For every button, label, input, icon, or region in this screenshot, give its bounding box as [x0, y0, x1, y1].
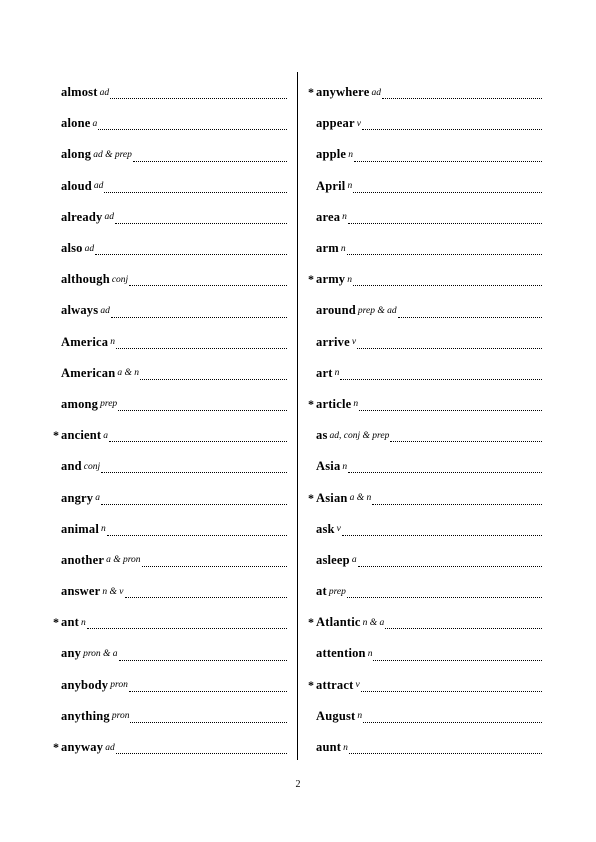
headword: Asian	[316, 490, 348, 505]
headword: anywhere	[316, 85, 370, 100]
list-item	[53, 732, 287, 763]
part-of-speech: n	[110, 337, 115, 348]
headword: alone	[61, 116, 91, 131]
dotted-leader	[354, 160, 542, 162]
list-item	[53, 420, 287, 451]
list-item	[53, 576, 287, 607]
dotted-leader	[353, 284, 542, 286]
list-item	[308, 264, 542, 295]
list-item	[308, 389, 542, 420]
part-of-speech: n & a	[362, 617, 385, 628]
part-of-speech: ad	[105, 742, 115, 753]
part-of-speech: n	[342, 461, 348, 472]
part-of-speech: pron	[111, 711, 130, 722]
list-item	[308, 420, 542, 451]
headword: appear	[316, 116, 355, 131]
part-of-speech: n	[342, 212, 347, 223]
part-of-speech: ad	[100, 305, 110, 316]
dotted-leader	[373, 659, 542, 661]
list-item	[308, 139, 542, 170]
headword: aloud	[61, 178, 92, 193]
part-of-speech: v	[336, 524, 341, 535]
part-of-speech: ad	[104, 212, 114, 223]
left-word-column	[53, 77, 287, 763]
headword: American	[61, 365, 116, 380]
list-item	[53, 514, 287, 545]
part-of-speech: pron	[110, 680, 128, 691]
headword: although	[61, 272, 110, 287]
headword: answer	[61, 584, 101, 599]
list-item	[308, 171, 542, 202]
dotted-leader	[101, 503, 287, 505]
starred-marker: *	[53, 740, 59, 755]
dotted-leader	[398, 316, 542, 318]
part-of-speech: a	[351, 555, 357, 566]
part-of-speech: ad	[99, 87, 110, 98]
dotted-leader	[129, 690, 287, 692]
dotted-leader	[98, 128, 287, 130]
headword: apple	[316, 147, 347, 162]
headword: ant	[61, 615, 79, 630]
headword: animal	[61, 521, 100, 536]
list-item	[53, 389, 287, 420]
list-item	[308, 607, 542, 638]
part-of-speech: ad	[84, 243, 95, 254]
dotted-leader	[101, 471, 287, 473]
part-of-speech: prep	[100, 399, 118, 410]
starred-marker: *	[53, 615, 59, 630]
column-divider	[297, 72, 298, 760]
part-of-speech: a	[103, 430, 109, 441]
dotted-leader	[111, 316, 287, 318]
part-of-speech: n	[101, 524, 106, 535]
list-item	[308, 701, 542, 732]
headword: April	[316, 178, 346, 193]
dotted-leader	[115, 222, 287, 224]
part-of-speech: n	[340, 243, 346, 254]
list-item	[53, 171, 287, 202]
dotted-leader	[361, 690, 542, 692]
headword: arrive	[316, 334, 350, 349]
dotted-leader	[390, 440, 542, 442]
part-of-speech: n	[347, 181, 353, 192]
list-item	[308, 451, 542, 482]
part-of-speech: n	[348, 149, 353, 160]
part-of-speech: a & n	[349, 493, 372, 504]
part-of-speech: ad	[371, 87, 381, 98]
list-item	[53, 233, 287, 264]
part-of-speech: n	[80, 617, 86, 628]
headword: also	[61, 241, 83, 256]
headword: any	[61, 646, 82, 661]
dotted-leader	[342, 534, 542, 536]
headword: aunt	[316, 740, 342, 755]
dotted-leader	[348, 471, 542, 473]
headword: America	[61, 334, 109, 349]
dotted-leader	[118, 409, 287, 411]
list-item	[53, 358, 287, 389]
list-item	[53, 482, 287, 513]
list-item	[308, 108, 542, 139]
part-of-speech: ad, conj & prep	[329, 430, 390, 441]
part-of-speech: prep & ad	[357, 305, 397, 316]
dotted-leader	[359, 409, 542, 411]
dotted-leader	[87, 627, 287, 629]
dotted-leader	[95, 253, 287, 255]
starred-marker: *	[308, 490, 314, 505]
dotted-leader	[130, 721, 287, 723]
headword: along	[61, 147, 92, 162]
headword: asleep	[316, 552, 350, 567]
list-item	[308, 514, 542, 545]
part-of-speech: n	[343, 742, 348, 753]
list-item	[308, 638, 542, 669]
part-of-speech: a & n	[117, 368, 139, 379]
list-item	[308, 545, 542, 576]
headword: another	[61, 552, 105, 567]
list-item	[308, 77, 542, 108]
headword: angry	[61, 490, 94, 505]
headword: art	[316, 365, 333, 380]
part-of-speech: n	[347, 274, 353, 285]
headword: Asia	[316, 459, 341, 474]
part-of-speech: n	[357, 711, 363, 722]
dotted-leader	[348, 222, 542, 224]
headword: area	[316, 209, 341, 224]
dotted-leader	[349, 752, 542, 754]
part-of-speech: n & v	[102, 586, 124, 597]
headword: arm	[316, 241, 339, 256]
dotted-leader	[347, 596, 542, 598]
list-item	[53, 108, 287, 139]
part-of-speech: n	[353, 399, 359, 410]
headword: Atlantic	[316, 615, 361, 630]
headword: army	[316, 272, 346, 287]
dotted-leader	[116, 752, 287, 754]
list-item	[308, 327, 542, 358]
part-of-speech: v	[351, 337, 357, 348]
part-of-speech: a	[92, 118, 98, 129]
dotted-leader	[372, 503, 542, 505]
dotted-leader	[358, 565, 542, 567]
starred-marker: *	[53, 428, 59, 443]
dotted-leader	[140, 378, 287, 380]
headword: around	[316, 303, 356, 318]
part-of-speech: n	[367, 648, 373, 659]
part-of-speech: ad	[93, 181, 104, 192]
headword: ancient	[61, 428, 102, 443]
headword: article	[316, 396, 352, 411]
right-word-column	[308, 77, 542, 763]
headword: anybody	[61, 677, 109, 692]
list-item	[308, 670, 542, 701]
starred-marker: *	[308, 615, 314, 630]
dotted-leader	[142, 565, 287, 567]
part-of-speech: conj	[83, 461, 101, 472]
list-item	[53, 327, 287, 358]
list-item	[308, 732, 542, 763]
dotted-leader	[133, 160, 287, 162]
starred-marker: *	[308, 396, 314, 411]
list-item	[53, 295, 287, 326]
list-item	[53, 638, 287, 669]
headword: ask	[316, 521, 335, 536]
part-of-speech: a	[95, 493, 100, 504]
headword: almost	[61, 85, 98, 100]
starred-marker: *	[308, 677, 314, 692]
dotted-leader	[129, 284, 287, 286]
part-of-speech: ad & prep	[93, 149, 132, 160]
headword: at	[316, 584, 327, 599]
dotted-leader	[353, 191, 542, 193]
dotted-leader	[362, 128, 542, 130]
dotted-leader	[104, 191, 287, 193]
list-item	[308, 482, 542, 513]
starred-marker: *	[308, 85, 314, 100]
list-item	[308, 295, 542, 326]
headword: anything	[61, 708, 110, 723]
dotted-leader	[385, 627, 542, 629]
headword: August	[316, 708, 356, 723]
part-of-speech: prep	[328, 586, 346, 597]
dotted-leader	[363, 721, 542, 723]
list-item	[308, 358, 542, 389]
headword: attract	[316, 677, 354, 692]
part-of-speech: a & pron	[106, 555, 141, 566]
headword: already	[61, 209, 103, 224]
list-item	[53, 670, 287, 701]
headword: as	[316, 428, 328, 443]
list-item	[53, 701, 287, 732]
dotted-leader	[382, 97, 542, 99]
headword: among	[61, 396, 99, 411]
dotted-leader	[116, 347, 287, 349]
list-item	[308, 576, 542, 607]
dotted-leader	[119, 659, 287, 661]
dotted-leader	[109, 440, 287, 442]
headword: always	[61, 303, 99, 318]
part-of-speech: pron & a	[83, 648, 118, 659]
part-of-speech: n	[334, 368, 340, 379]
dotted-leader	[340, 378, 542, 380]
dotted-leader	[357, 347, 542, 349]
list-item	[53, 607, 287, 638]
list-item	[53, 264, 287, 295]
part-of-speech: conj	[111, 274, 129, 285]
list-item	[53, 139, 287, 170]
list-item	[53, 451, 287, 482]
page-number: 2	[295, 779, 301, 790]
headword: anyway	[61, 740, 104, 755]
headword: and	[61, 459, 82, 474]
dotted-leader	[107, 534, 287, 536]
list-item	[53, 77, 287, 108]
starred-marker: *	[308, 272, 314, 287]
list-item	[53, 545, 287, 576]
list-item	[308, 202, 542, 233]
dotted-leader	[125, 596, 288, 598]
dotted-leader	[110, 97, 287, 99]
part-of-speech: v	[356, 118, 361, 129]
list-item	[53, 202, 287, 233]
headword: attention	[316, 646, 366, 661]
list-item	[308, 233, 542, 264]
dotted-leader	[347, 253, 542, 255]
part-of-speech: v	[355, 680, 360, 691]
